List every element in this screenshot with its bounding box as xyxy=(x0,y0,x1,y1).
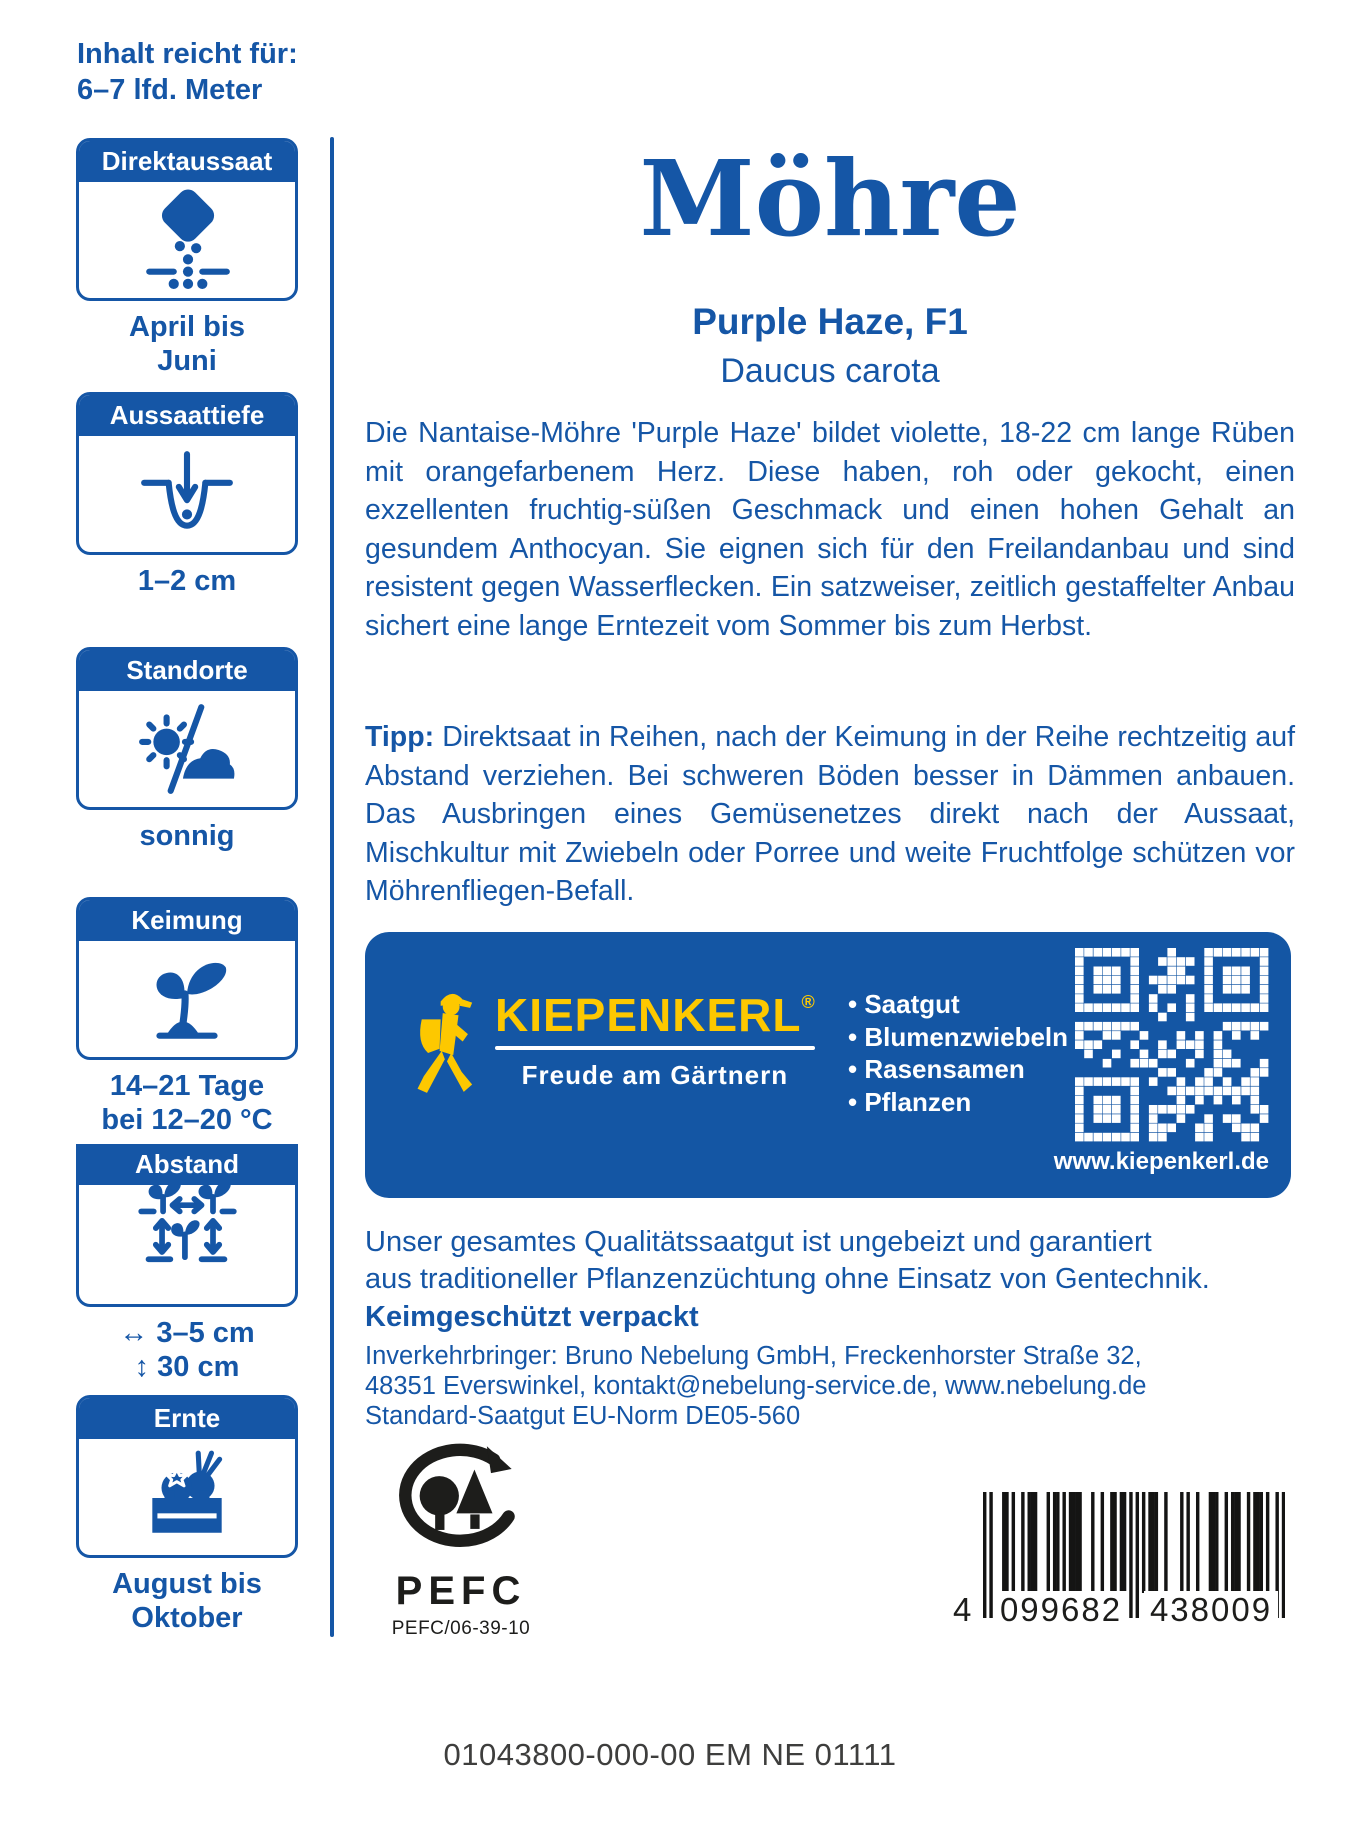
info-box-keimung xyxy=(76,897,298,1137)
tip-text: Direktsaat in Reihen, nach der Keimung in der Reihe rechtzeitig auf Abstand verziehen. Bei schweren Böden besser in Dämmen anbauen. Das Ausbringen eines Gemüsenetzes direkt nach der Aussaat, Mischkultur mit Zwiebeln oder Porree und weite Fruchtfolge schützen vor Möhrenfliegen-Befall. xyxy=(365,721,1295,908)
sun-and-shade-icon xyxy=(79,691,295,805)
info-box-standorte xyxy=(76,647,298,853)
list-item: • Rasensamen xyxy=(848,1053,1068,1086)
page-title: Möhre xyxy=(639,137,1021,260)
pefc-logo-icon xyxy=(391,1549,531,1566)
info-box-caption: August bis Oktober xyxy=(112,1568,262,1634)
brand-underline xyxy=(495,1046,815,1050)
list-item: • Blumenzwiebeln xyxy=(848,1021,1068,1054)
divider-line xyxy=(330,137,334,1637)
sowing-depth-icon xyxy=(79,436,295,550)
content-info-line1: Inhalt reicht für: xyxy=(77,38,298,70)
harvest-crate-icon xyxy=(79,1439,295,1553)
info-box-title: Aussaattiefe xyxy=(79,395,295,436)
quality-statement: Unser gesamtes Qualitätssaatgut ist ungebeizt und garantiert aus traditioneller Pflanzenzüchtung ohne Einsatz von Gentechnik. Keimgeschützt verpackt xyxy=(365,1224,1295,1336)
info-box-abstand xyxy=(76,1144,298,1384)
info-box-aussaattiefe xyxy=(76,392,298,598)
qr-code xyxy=(1075,948,1269,1142)
info-box-direktaussaat xyxy=(76,138,298,378)
brand-name: KIEPENKERL xyxy=(495,989,802,1041)
info-box-caption: ↔ 3–5 cm ↕ 30 cm xyxy=(119,1317,255,1383)
list-item: • Saatgut xyxy=(848,988,1068,1021)
pefc-label: PEFC xyxy=(395,1569,527,1613)
content-quantity-info xyxy=(77,36,298,108)
seedling-icon xyxy=(79,941,295,1055)
barcode-digits: 4 099682 438009 xyxy=(983,1591,1285,1631)
ean-barcode xyxy=(953,1492,1285,1632)
distributor-info: Inverkehrbringer: Bruno Nebelung GmbH, Freckenhorster Straße 32, 48351 Everswinkel, kontakt@nebelung-service.de, www.nebelung.de Standard-Saatgut EU-Norm DE05-560 xyxy=(365,1342,1147,1430)
info-box-title: Standorte xyxy=(79,650,295,691)
packaging-note: Keimgeschützt verpackt xyxy=(365,1301,699,1333)
info-box-caption: 14–21 Tage bei 12–20 °C xyxy=(101,1070,273,1136)
brand-slogan: Freude am Gärtnern xyxy=(521,1060,789,1090)
info-box-caption: April bis Juni xyxy=(128,311,245,377)
info-box-title: Direktaussaat xyxy=(79,141,295,182)
pefc-certification xyxy=(386,1440,536,1640)
article-number: 01043800-000-00 EM NE 01111 xyxy=(443,1737,897,1772)
kiepenkerl-logo xyxy=(411,990,815,1121)
description-paragraph: Die Nantaise-Möhre 'Purple Haze' bildet violette, 18-22 cm lange Rüben mit orangefarbenem Herz. Diese haben, roh oder gekocht, einen exzellenten fruchtig-süßen Geschmack und einen hohen Gehalt an gesundem Anthocyan. Sie eignen sich für den Freilandanbau und sind resistent gegen Wasserflecken. Ein satzweiser, zeitlich gestaffelter Anbau sichert eine lange Erntezeit vom Sommer bis zum Herbst. xyxy=(365,417,1295,642)
info-box-caption: 1–2 cm xyxy=(137,565,237,597)
tip-paragraph xyxy=(365,718,1295,911)
product-category-list xyxy=(848,988,1068,1118)
info-box-title: Abstand xyxy=(76,1144,298,1185)
content-info-line2: 6–7 lfd. Meter xyxy=(77,74,263,106)
variety-name: Purple Haze, F1 xyxy=(692,301,968,342)
registered-mark: ® xyxy=(801,992,815,1012)
info-box-ernte xyxy=(76,1395,298,1635)
list-item: • Pflanzen xyxy=(848,1086,1068,1119)
info-box-title: Ernte xyxy=(79,1398,295,1439)
website-url: www.kiepenkerl.de xyxy=(1053,1148,1269,1175)
seed-packet-sowing-icon xyxy=(79,182,295,296)
pefc-code: PEFC/06-39-10 xyxy=(391,1618,531,1639)
tip-label: Tipp: xyxy=(365,721,435,753)
botanical-name: Daucus carota xyxy=(720,352,940,390)
info-box-caption: sonnig xyxy=(139,820,235,852)
info-box-title: Keimung xyxy=(79,900,295,941)
kiepenkerl-figure-icon xyxy=(411,990,485,1121)
brand-banner xyxy=(365,932,1291,1198)
